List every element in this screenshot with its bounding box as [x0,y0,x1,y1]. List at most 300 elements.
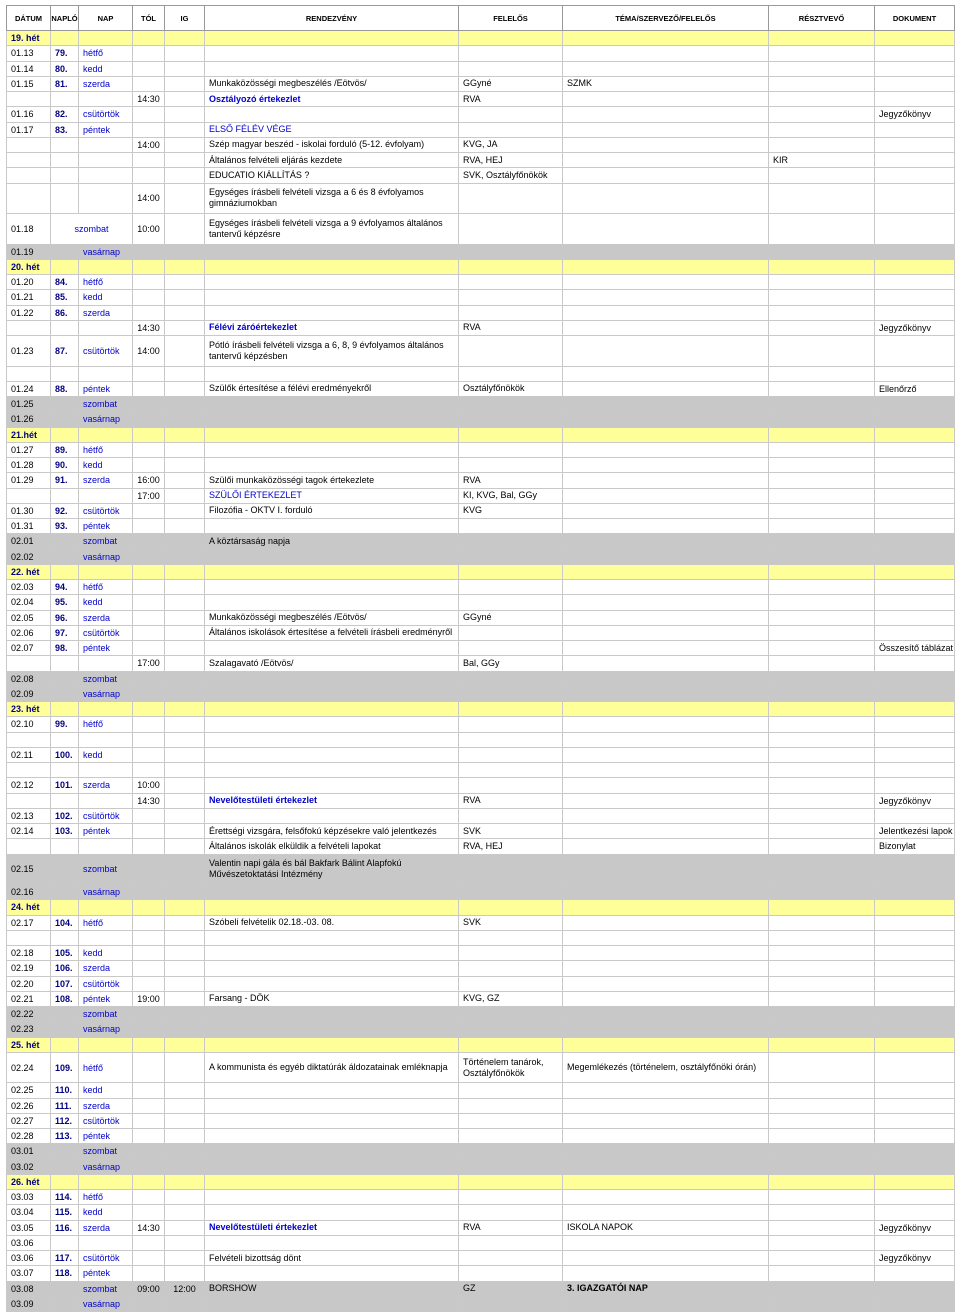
from-time-cell [133,503,165,518]
from-time-cell [133,839,165,854]
empty-cell [51,1174,79,1189]
to-time-cell [165,1144,205,1159]
table-row [7,46,955,61]
topic-cell [563,641,769,656]
date-cell: 02.16 [7,885,51,900]
topic-cell [563,275,769,290]
week-row [7,31,955,46]
naplo-cell: 85. [51,290,79,305]
from-time-cell [133,930,165,945]
day-cell: vasárnap [79,1159,133,1174]
responsible-cell [459,580,563,595]
date-cell: 03.09 [7,1296,51,1311]
week-row [7,900,955,915]
document-cell [875,290,955,305]
naplo-cell: 80. [51,61,79,76]
topic-cell [563,991,769,1006]
event-cell: Érettségi vizsgára, felsőfokú képzésekre való jelentkezés [205,824,459,839]
from-time-cell [133,46,165,61]
naplo-cell: 107. [51,976,79,991]
topic-cell [563,946,769,961]
topic-cell [563,717,769,732]
day-cell: szerda [79,961,133,976]
empty-cell [769,1037,875,1052]
date-cell [7,793,51,808]
to-time-cell [165,1296,205,1311]
table-row [7,747,955,762]
event-cell: A kommunista és egyéb diktatúrák áldozatainak emléknapja [205,1052,459,1083]
document-cell [875,580,955,595]
responsible-cell: KVG, JA [459,137,563,152]
table-row [7,595,955,610]
week-label: 25. hét [7,1037,51,1052]
day-cell [79,732,133,747]
table-row [7,854,955,885]
week-row [7,259,955,274]
topic-cell [563,549,769,564]
event-cell: Általános felvételi eljárás kezdete [205,153,459,168]
day-cell: vasárnap [79,549,133,564]
event-cell [205,366,459,381]
table-row [7,1007,955,1022]
event-cell: BORSHOW [205,1281,459,1296]
table-row [7,885,955,900]
event-cell [205,107,459,122]
topic-cell [563,412,769,427]
from-time-cell [133,915,165,930]
topic-cell [563,778,769,793]
event-cell: Szép magyar beszéd - iskolai forduló (5-12. évfolyam) [205,137,459,152]
participant-cell [769,1129,875,1144]
date-cell: 01.22 [7,305,51,320]
document-cell [875,458,955,473]
event-cell [205,1266,459,1281]
document-cell [875,778,955,793]
table-row [7,397,955,412]
responsible-cell: RVA [459,320,563,335]
date-cell: 02.04 [7,595,51,610]
naplo-cell: 115. [51,1205,79,1220]
header-felelos: FELELŐS [459,6,563,31]
event-cell: Farsang - DÖK [205,991,459,1006]
responsible-cell: Osztályfőnökök [459,381,563,396]
document-cell [875,1296,955,1311]
naplo-cell [51,793,79,808]
document-cell [875,549,955,564]
responsible-cell: GZ [459,1281,563,1296]
day-cell: szombat [79,671,133,686]
event-cell [205,961,459,976]
date-cell [7,92,51,107]
day-cell: péntek [79,1266,133,1281]
topic-cell [563,397,769,412]
document-cell [875,915,955,930]
day-cell: szerda [79,778,133,793]
from-time-cell: 19:00 [133,991,165,1006]
date-cell: 01.31 [7,519,51,534]
day-cell [79,168,133,183]
from-time-cell [133,580,165,595]
topic-cell [563,793,769,808]
naplo-cell: 101. [51,778,79,793]
table-row [7,1251,955,1266]
from-time-cell [133,747,165,762]
to-time-cell [165,168,205,183]
to-time-cell [165,1022,205,1037]
responsible-cell [459,122,563,137]
topic-cell [563,107,769,122]
topic-cell [563,473,769,488]
to-time-cell [165,808,205,823]
topic-cell [563,930,769,945]
day-cell: vasárnap [79,1022,133,1037]
document-cell [875,305,955,320]
document-cell [875,336,955,367]
empty-cell [563,900,769,915]
week-row [7,427,955,442]
topic-cell [563,153,769,168]
to-time-cell [165,656,205,671]
responsible-cell: SVK [459,915,563,930]
naplo-cell: 90. [51,458,79,473]
topic-cell [563,46,769,61]
document-cell [875,275,955,290]
day-cell: csütörtök [79,107,133,122]
to-time-cell [165,290,205,305]
day-cell: hétfő [79,1052,133,1083]
date-cell: 03.04 [7,1205,51,1220]
event-cell [205,778,459,793]
date-cell: 03.05 [7,1220,51,1235]
empty-cell [875,427,955,442]
responsible-cell [459,214,563,245]
from-time-cell: 14:00 [133,336,165,367]
table-row [7,793,955,808]
table-row [7,808,955,823]
topic-cell [563,686,769,701]
to-time-cell [165,503,205,518]
document-cell [875,122,955,137]
empty-cell [563,564,769,579]
event-cell: Munkaközösségi megbeszélés /Eötvös/ [205,610,459,625]
table-row [7,473,955,488]
naplo-cell [51,656,79,671]
event-cell [205,1144,459,1159]
document-cell [875,686,955,701]
responsible-cell [459,763,563,778]
to-time-cell [165,930,205,945]
empty-cell [205,259,459,274]
from-time-cell [133,1052,165,1083]
topic-cell [563,595,769,610]
from-time-cell [133,305,165,320]
from-time-cell: 10:00 [133,214,165,245]
naplo-cell [51,320,79,335]
from-time-cell [133,244,165,259]
day-cell: csütörtök [79,625,133,640]
document-cell [875,244,955,259]
to-time-cell [165,442,205,457]
naplo-cell [51,92,79,107]
table-row [7,671,955,686]
event-cell: Nevelőtestületi értekezlet [205,793,459,808]
table-row [7,961,955,976]
naplo-cell: 91. [51,473,79,488]
naplo-cell [51,1144,79,1159]
day-cell: szerda [79,610,133,625]
naplo-cell [51,244,79,259]
from-time-cell [133,1190,165,1205]
table-row [7,824,955,839]
empty-cell [875,1174,955,1189]
naplo-cell: 94. [51,580,79,595]
participant-cell [769,747,875,762]
date-cell [7,320,51,335]
to-time-cell [165,183,205,214]
responsible-cell [459,808,563,823]
participant-cell [769,580,875,595]
empty-cell [205,564,459,579]
day-cell: péntek [79,824,133,839]
to-time-cell [165,275,205,290]
empty-cell [133,31,165,46]
document-cell [875,397,955,412]
from-time-cell [133,717,165,732]
empty-cell [563,1174,769,1189]
empty-cell [133,1037,165,1052]
topic-cell [563,1144,769,1159]
day-cell: hétfő [79,1190,133,1205]
responsible-cell: RVA [459,92,563,107]
topic-cell [563,214,769,245]
responsible-cell [459,549,563,564]
empty-cell [165,900,205,915]
from-time-cell [133,610,165,625]
date-cell: 03.06 [7,1235,51,1250]
participant-cell [769,671,875,686]
day-cell [79,366,133,381]
event-cell [205,580,459,595]
date-cell: 02.24 [7,1052,51,1083]
table-row [7,1052,955,1083]
to-time-cell [165,534,205,549]
week-label: 21.hét [7,427,51,442]
to-time-cell [165,473,205,488]
event-cell [205,1296,459,1311]
table-row [7,336,955,367]
event-cell [205,1098,459,1113]
participant-cell [769,763,875,778]
event-cell: Szalagavató /Eötvös/ [205,656,459,671]
table-row [7,366,955,381]
document-cell: Jegyzőkönyv [875,793,955,808]
participant-cell [769,366,875,381]
responsible-cell [459,732,563,747]
to-time-cell [165,671,205,686]
empty-cell [165,1174,205,1189]
date-cell: 01.14 [7,61,51,76]
naplo-cell [51,137,79,152]
day-cell [79,793,133,808]
table-row [7,214,955,245]
empty-cell [165,31,205,46]
to-time-cell [165,92,205,107]
from-time-cell [133,412,165,427]
participant-cell [769,854,875,885]
naplo-cell: 98. [51,641,79,656]
empty-cell [459,564,563,579]
participant-cell [769,275,875,290]
topic-cell [563,732,769,747]
date-cell: 02.23 [7,1022,51,1037]
date-cell [7,366,51,381]
naplo-cell: 118. [51,1266,79,1281]
topic-cell [563,503,769,518]
naplo-cell: 96. [51,610,79,625]
responsible-cell [459,458,563,473]
empty-cell [563,259,769,274]
document-cell: Ellenőrző [875,381,955,396]
date-cell: 02.03 [7,580,51,595]
event-cell [205,1007,459,1022]
participant-cell [769,1296,875,1311]
responsible-cell [459,244,563,259]
to-time-cell [165,763,205,778]
naplo-cell [51,1296,79,1311]
document-cell [875,442,955,457]
day-cell: péntek [79,381,133,396]
document-cell [875,671,955,686]
empty-cell [133,702,165,717]
naplo-cell: 89. [51,442,79,457]
event-cell: SZÜLŐI ÉRTEKEZLET [205,488,459,503]
to-time-cell [165,458,205,473]
responsible-cell [459,1098,563,1113]
table-row [7,1144,955,1159]
table-row [7,763,955,778]
empty-cell [769,564,875,579]
date-cell: 02.17 [7,915,51,930]
naplo-cell: 84. [51,275,79,290]
date-cell: 03.07 [7,1266,51,1281]
participant-cell [769,732,875,747]
from-time-cell [133,671,165,686]
day-cell: péntek [79,519,133,534]
empty-cell [769,900,875,915]
topic-cell [563,1190,769,1205]
empty-cell [79,427,133,442]
empty-cell [133,427,165,442]
date-cell: 02.18 [7,946,51,961]
naplo-cell: 114. [51,1190,79,1205]
day-cell [79,839,133,854]
from-time-cell [133,1159,165,1174]
date-cell [7,763,51,778]
event-cell [205,1083,459,1098]
document-cell [875,519,955,534]
naplo-cell [51,686,79,701]
topic-cell [563,854,769,885]
event-cell: Munkaközösségi megbeszélés /Eötvös/ [205,76,459,91]
document-cell [875,366,955,381]
header-resztvevo: RÉSZTVEVŐ [769,6,875,31]
participant-cell [769,946,875,961]
document-cell [875,473,955,488]
event-cell [205,412,459,427]
from-time-cell [133,976,165,991]
topic-cell [563,1251,769,1266]
day-cell [79,656,133,671]
day-cell: vasárnap [79,244,133,259]
naplo-cell [51,488,79,503]
participant-cell [769,76,875,91]
naplo-cell [51,671,79,686]
event-cell [205,732,459,747]
from-time-cell [133,808,165,823]
topic-cell [563,61,769,76]
naplo-cell: 88. [51,381,79,396]
topic-cell: 3. IGAZGATÓI NAP [563,1281,769,1296]
date-cell: 02.11 [7,747,51,762]
week-label: 26. hét [7,1174,51,1189]
week-label: 24. hét [7,900,51,915]
from-time-cell [133,381,165,396]
topic-cell [563,305,769,320]
responsible-cell: Történelem tanárok, Osztályfőnökök [459,1052,563,1083]
day-cell: kedd [79,290,133,305]
event-cell [205,1190,459,1205]
participant-cell [769,442,875,457]
event-cell [205,519,459,534]
date-cell: 03.03 [7,1190,51,1205]
header-tema: TÉMA/SZERVEZŐ/FELELŐS [563,6,769,31]
document-cell [875,153,955,168]
day-cell: szerda [79,305,133,320]
naplo-cell: 106. [51,961,79,976]
naplo-cell [51,366,79,381]
naplo-cell: 104. [51,915,79,930]
responsible-cell [459,1113,563,1128]
from-time-cell [133,534,165,549]
day-cell [79,183,133,214]
date-cell [7,168,51,183]
participant-cell [769,458,875,473]
participant-cell [769,824,875,839]
empty-cell [51,564,79,579]
from-time-cell: 14:00 [133,183,165,214]
week-label: 22. hét [7,564,51,579]
empty-cell [51,259,79,274]
event-cell: Valentin napi gála és bál Bakfark Bálint Alapfokú Művészetoktatási Intézmény [205,854,459,885]
day-cell: kedd [79,747,133,762]
day-cell: péntek [79,1129,133,1144]
date-cell: 01.18 [7,214,51,245]
to-time-cell [165,1190,205,1205]
participant-cell [769,214,875,245]
table-row [7,930,955,945]
day-cell [79,930,133,945]
from-time-cell [133,1113,165,1128]
responsible-cell [459,671,563,686]
to-time-cell [165,412,205,427]
responsible-cell [459,1129,563,1144]
document-cell [875,885,955,900]
from-time-cell [133,1098,165,1113]
day-cell: szombat [79,534,133,549]
event-cell: Szóbeli felvételik 02.18.-03. 08. [205,915,459,930]
empty-cell [563,1037,769,1052]
table-row [7,290,955,305]
